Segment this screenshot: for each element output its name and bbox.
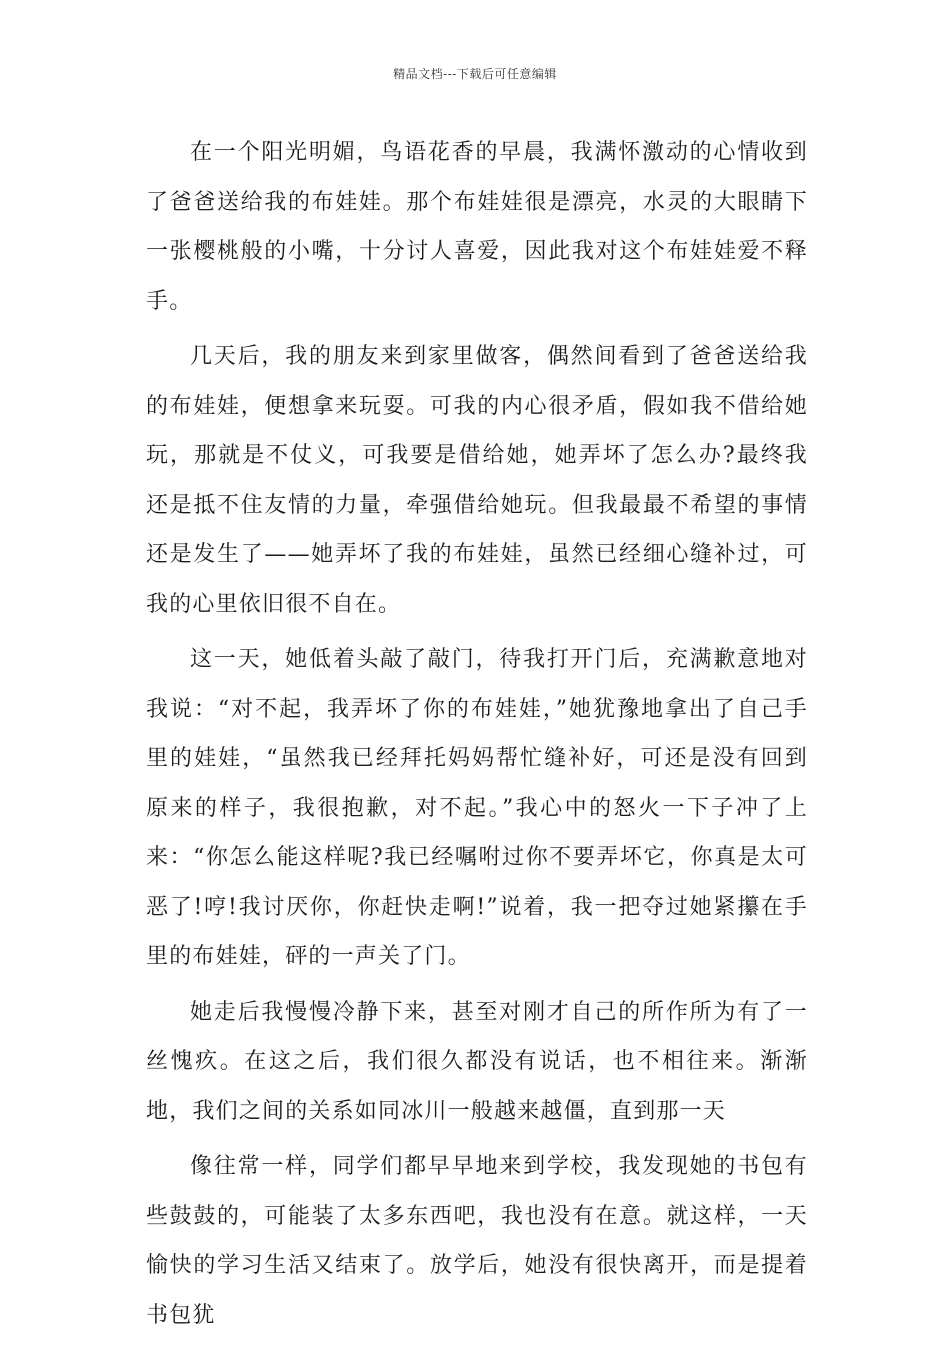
- paragraph-5: 像往常一样，同学们都早早地来到学校，我发现她的书包有些鼓鼓的，可能装了太多东西吧，我也没有在意。就这样，一天愉快的学习生活又结束了。放学后，她没有很快离开，而是提着书包犹: [146, 1154, 808, 1328]
- page-header: 精品文档---下载后可任意编辑: [393, 67, 557, 81]
- paragraph-4: 她走后我慢慢冷静下来，甚至对刚才自己的所作所为有了一丝愧疚。在这之后，我们很久都没有说话，也不相往来。渐渐地，我们之间的关系如同冰川一般越来越僵，直到那一天: [146, 999, 808, 1124]
- paragraph-2: 几天后，我的朋友来到家里做客，偶然间看到了爸爸送给我的布娃娃，便想拿来玩耍。可我的内心很矛盾，假如我不借给她玩，那就是不仗义，可我要是借给她，她弄坏了怎么办?最终我还是抵不住友情的力量，牵强借给她玩。但我最最不希望的事情还是发生了——她弄坏了我的布娃娃，虽然已经细心缝补过，可我的心里依旧很不自在。: [146, 344, 808, 617]
- paragraph-1: 在一个阳光明媚，鸟语花香的早晨，我满怀激动的心情收到了爸爸送给我的布娃娃。那个布娃娃很是漂亮，水灵的大眼睛下一张樱桃般的小嘴，十分讨人喜爱，因此我对这个布娃娃爱不释手。: [146, 140, 808, 314]
- paragraph-3: 这一天，她低着头敲了敲门，待我打开门后，充满歉意地对我说：“对不起，我弄坏了你的布娃娃，”她犹豫地拿出了自己手里的娃娃，“虽然我已经拜托妈妈帮忙缝补好，可还是没有回到原来的样子，我很抱歉，对不起。”我心中的怒火一下子冲了上来：“你怎么能这样呢?我已经嘱咐过你不要弄坏它，你真是太可恶了!哼!我讨厌你，你赶快走啊!”说着，我一把夺过她紧攥在手里的布娃娃，砰的一声关了门。: [146, 647, 808, 969]
- document-body: [146, 128, 808, 1346]
